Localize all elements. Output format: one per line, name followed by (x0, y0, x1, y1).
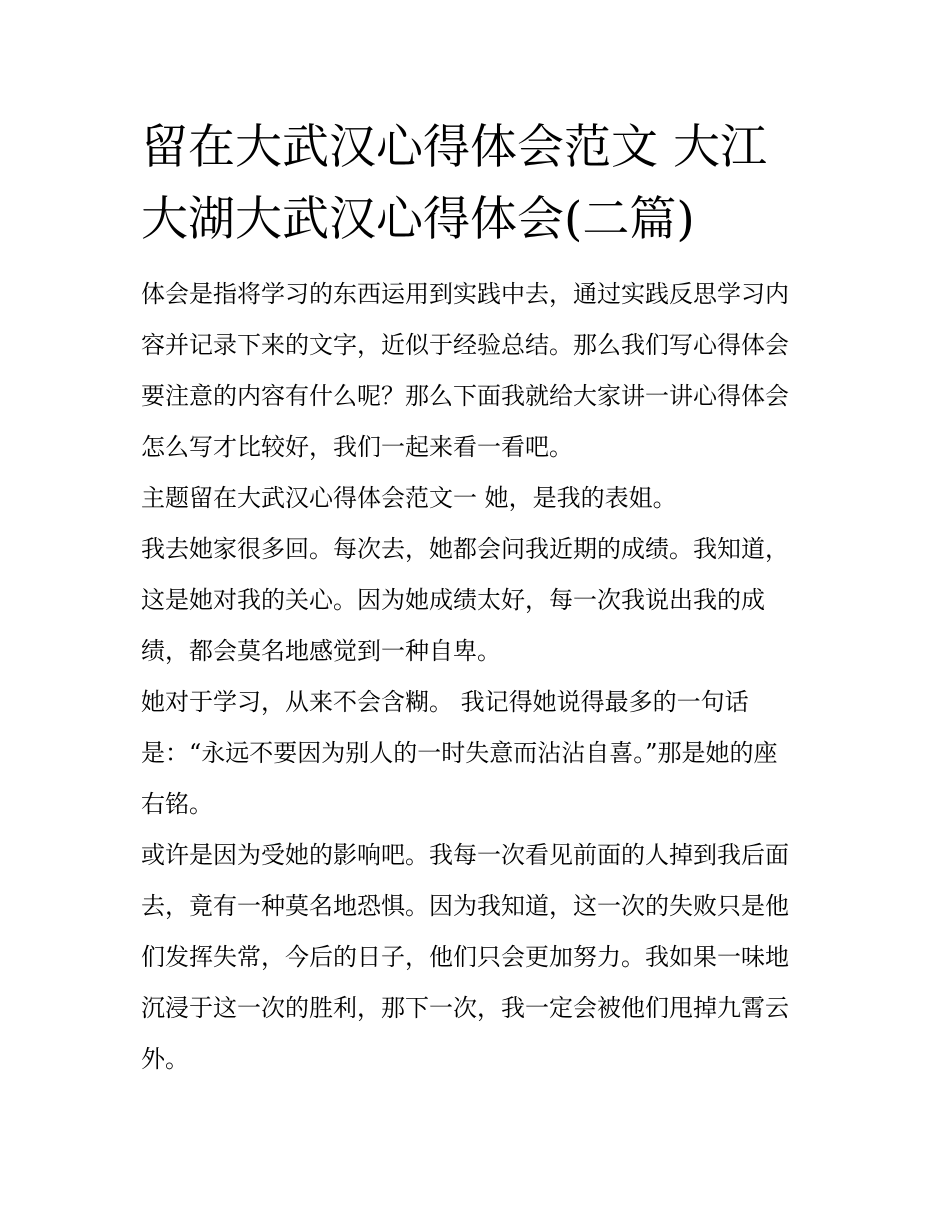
text-line-15: 沉浸于这一次的胜利，那下一次，我一定会被他们甩掉九霄云 (141, 994, 789, 1022)
text-line-1: 体会是指将学习的东西运用到实践中去，通过实践反思学习内 (141, 280, 789, 308)
document-body (141, 269, 813, 1085)
text-line-2: 容并记录下来的文字，近似于经验总结。那么我们写心得体会 (141, 331, 789, 359)
text-line-7: 这是她对我的关心。因为她成绩太好，每一次我说出我的成 (141, 586, 765, 614)
text-line-11: 右铭。 (141, 790, 213, 818)
title-line-1: 留在大武汉心得体会范文 大江 (141, 120, 767, 175)
text-line-13: 去，竟有一种莫名地恐惧。因为我知道，这一次的失败只是他 (141, 892, 789, 920)
text-line-9: 她对于学习，从来不会含糊。 我记得她说得最多的一句话 (141, 688, 749, 716)
text-line-10: 是：“永远不要因为别人的一时失意而沾沾自喜。”那是她的座 (141, 739, 778, 767)
text-line-12: 或许是因为受她的影响吧。我每一次看见前面的人掉到我后面 (141, 841, 789, 869)
text-line-4: 怎么写才比较好，我们一起来看一看吧。 (141, 433, 573, 461)
document-content (141, 112, 813, 1085)
document-title (141, 112, 813, 256)
text-line-14: 们发挥失常，今后的日子，他们只会更加努力。我如果一味地 (141, 943, 789, 971)
text-line-16: 外。 (141, 1045, 189, 1073)
text-line-3: 要注意的内容有什么呢？那么下面我就给大家讲一讲心得体会 (141, 382, 789, 410)
text-line-5: 主题留在大武汉心得体会范文一 她，是我的表姐。 (141, 484, 677, 512)
text-line-6: 我去她家很多回。每次去，她都会问我近期的成绩。我知道， (141, 535, 789, 563)
text-line-8: 绩，都会莫名地感觉到一种自卑。 (141, 637, 501, 665)
title-line-2: 大湖大武汉心得体会(二篇) (141, 192, 695, 247)
